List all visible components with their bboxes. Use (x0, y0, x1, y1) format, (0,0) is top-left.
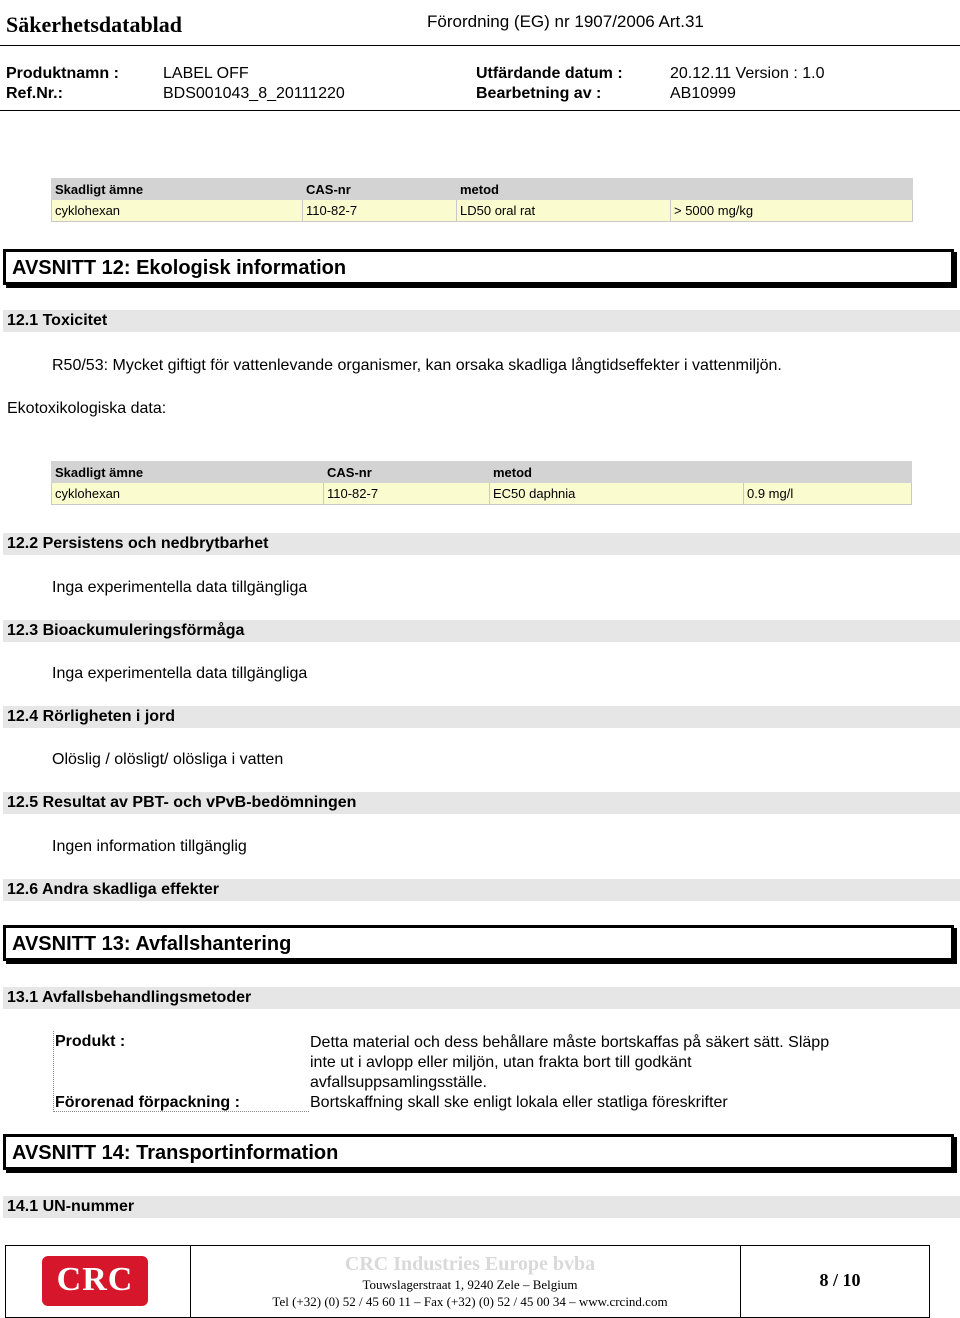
subsection-title: 12.2 Persistens och nedbrytbarhet (7, 535, 269, 552)
product-name-label: Produktnamn : (6, 65, 119, 82)
section-13-title: AVSNITT 13: Avfallshantering (12, 933, 292, 955)
persistence-text: Inga experimentella data tillgängliga (52, 579, 308, 596)
subsection-12-4 (3, 706, 960, 728)
table-header-row (52, 179, 913, 200)
page-number: 8 / 10 (819, 1270, 861, 1290)
subsection-title: 12.5 Resultat av PBT- och vPvB-bedömningen (7, 794, 357, 811)
section-12-title: AVSNITT 12: Ekologisk information (12, 257, 347, 279)
column-header: Skadligt ämne (52, 179, 303, 200)
table-row (52, 200, 913, 222)
product-name-value: LABEL OFF (163, 65, 249, 82)
subsection-title: 13.1 Avfallsbehandlingsmetoder (7, 989, 252, 1006)
issue-date-value: 20.12.11 Version : 1.0 (670, 65, 825, 82)
table-cell: > 5000 mg/kg (671, 200, 913, 222)
footer-divider (190, 1245, 191, 1318)
table-cell: cyklohexan (52, 200, 303, 222)
subsection-12-6 (3, 879, 960, 901)
table-cell: 110-82-7 (324, 483, 490, 505)
subsection-12-5 (3, 792, 960, 814)
ecotox-table (51, 461, 912, 505)
table-cell: cyklohexan (52, 483, 324, 505)
column-header: CAS-nr (303, 179, 457, 200)
section-14-heading (3, 1134, 954, 1170)
ref-number-label: Ref.Nr.: (6, 85, 63, 102)
table-cell: 110-82-7 (303, 200, 457, 222)
ref-number-value: BDS001043_8_20111220 (163, 85, 345, 102)
section-13-heading (3, 925, 954, 961)
subsection-title: 12.6 Andra skadliga effekter (7, 881, 219, 898)
section-12-heading (3, 249, 954, 285)
subsection-title: 14.1 UN-nummer (7, 1198, 135, 1215)
subsection-13-1 (3, 987, 960, 1009)
column-header: Skadligt ämne (52, 462, 324, 483)
subsection-12-3 (3, 620, 960, 642)
toxicology-table (51, 178, 913, 222)
meta-divider (0, 110, 960, 111)
subsection-14-1 (3, 1196, 960, 1218)
bioaccumulation-text: Inga experimentella data tillgängliga (52, 665, 308, 682)
crc-logo (42, 1256, 148, 1306)
edited-by-label: Bearbetning av : (476, 85, 602, 102)
document-title: Säkerhetsdatablad (6, 12, 183, 37)
packaging-label: Förorenad förpackning : (55, 1094, 240, 1111)
toxicity-text: R50/53: Mycket giftigt för vattenlevande organismer, kan orsaka skadliga långtidseffekter i vattenmiljön. (52, 357, 782, 374)
table-header-row (52, 462, 912, 483)
subsection-title: 12.3 Bioackumuleringsförmåga (7, 622, 245, 639)
regulation-reference: Förordning (EG) nr 1907/2006 Art.31 (427, 12, 704, 31)
ecotox-label: Ekotoxikologiska data: (7, 400, 167, 417)
pbt-text: Ingen information tillgänglig (52, 838, 247, 855)
subsection-12-1 (3, 310, 960, 332)
mobility-text: Olöslig / olösligt/ olösliga i vatten (52, 751, 284, 768)
subsection-title: 12.4 Rörligheten i jord (7, 708, 176, 725)
table-cell: 0.9 mg/l (744, 483, 912, 505)
logo-text: CRC (56, 1261, 134, 1298)
packaging-disposal-text: Bortskaffning skall ske enligt lokala eller statliga föreskrifter (310, 1094, 728, 1111)
column-header: metod (457, 179, 671, 200)
column-header: metod (490, 462, 744, 483)
column-header: CAS-nr (324, 462, 490, 483)
company-name: CRC Industries Europe bvba (344, 1253, 596, 1275)
subsection-title: 12.1 Toxicitet (7, 312, 108, 329)
column-header (671, 179, 913, 200)
section-14-title: AVSNITT 14: Transportinformation (12, 1142, 339, 1164)
product-disposal-text: Detta material och dess behållare måste bortskaffas på säkert sätt. Släpp inte ut i avlopp eller miljön, utan frakta bort till godkänt avfallsuppsamlingsställe. (310, 1034, 830, 1091)
company-contact: Tel (+32) (0) 52 / 45 60 11 – Fax (+32) (0) 52 / 45 00 34 – www.crcind.com (272, 1294, 668, 1309)
table-cell: EC50 daphnia (490, 483, 744, 505)
edited-by-value: AB10999 (670, 85, 736, 102)
product-label: Produkt : (55, 1033, 126, 1050)
company-address: Touwslagerstraat 1, 9240 Zele – Belgium (362, 1277, 578, 1292)
table-row (52, 483, 912, 505)
issue-date-label: Utfärdande datum : (476, 65, 623, 82)
subsection-12-2 (3, 533, 960, 555)
footer-divider (740, 1245, 741, 1318)
header-divider (0, 45, 960, 46)
column-header (744, 462, 912, 483)
table-cell: LD50 oral rat (457, 200, 671, 222)
